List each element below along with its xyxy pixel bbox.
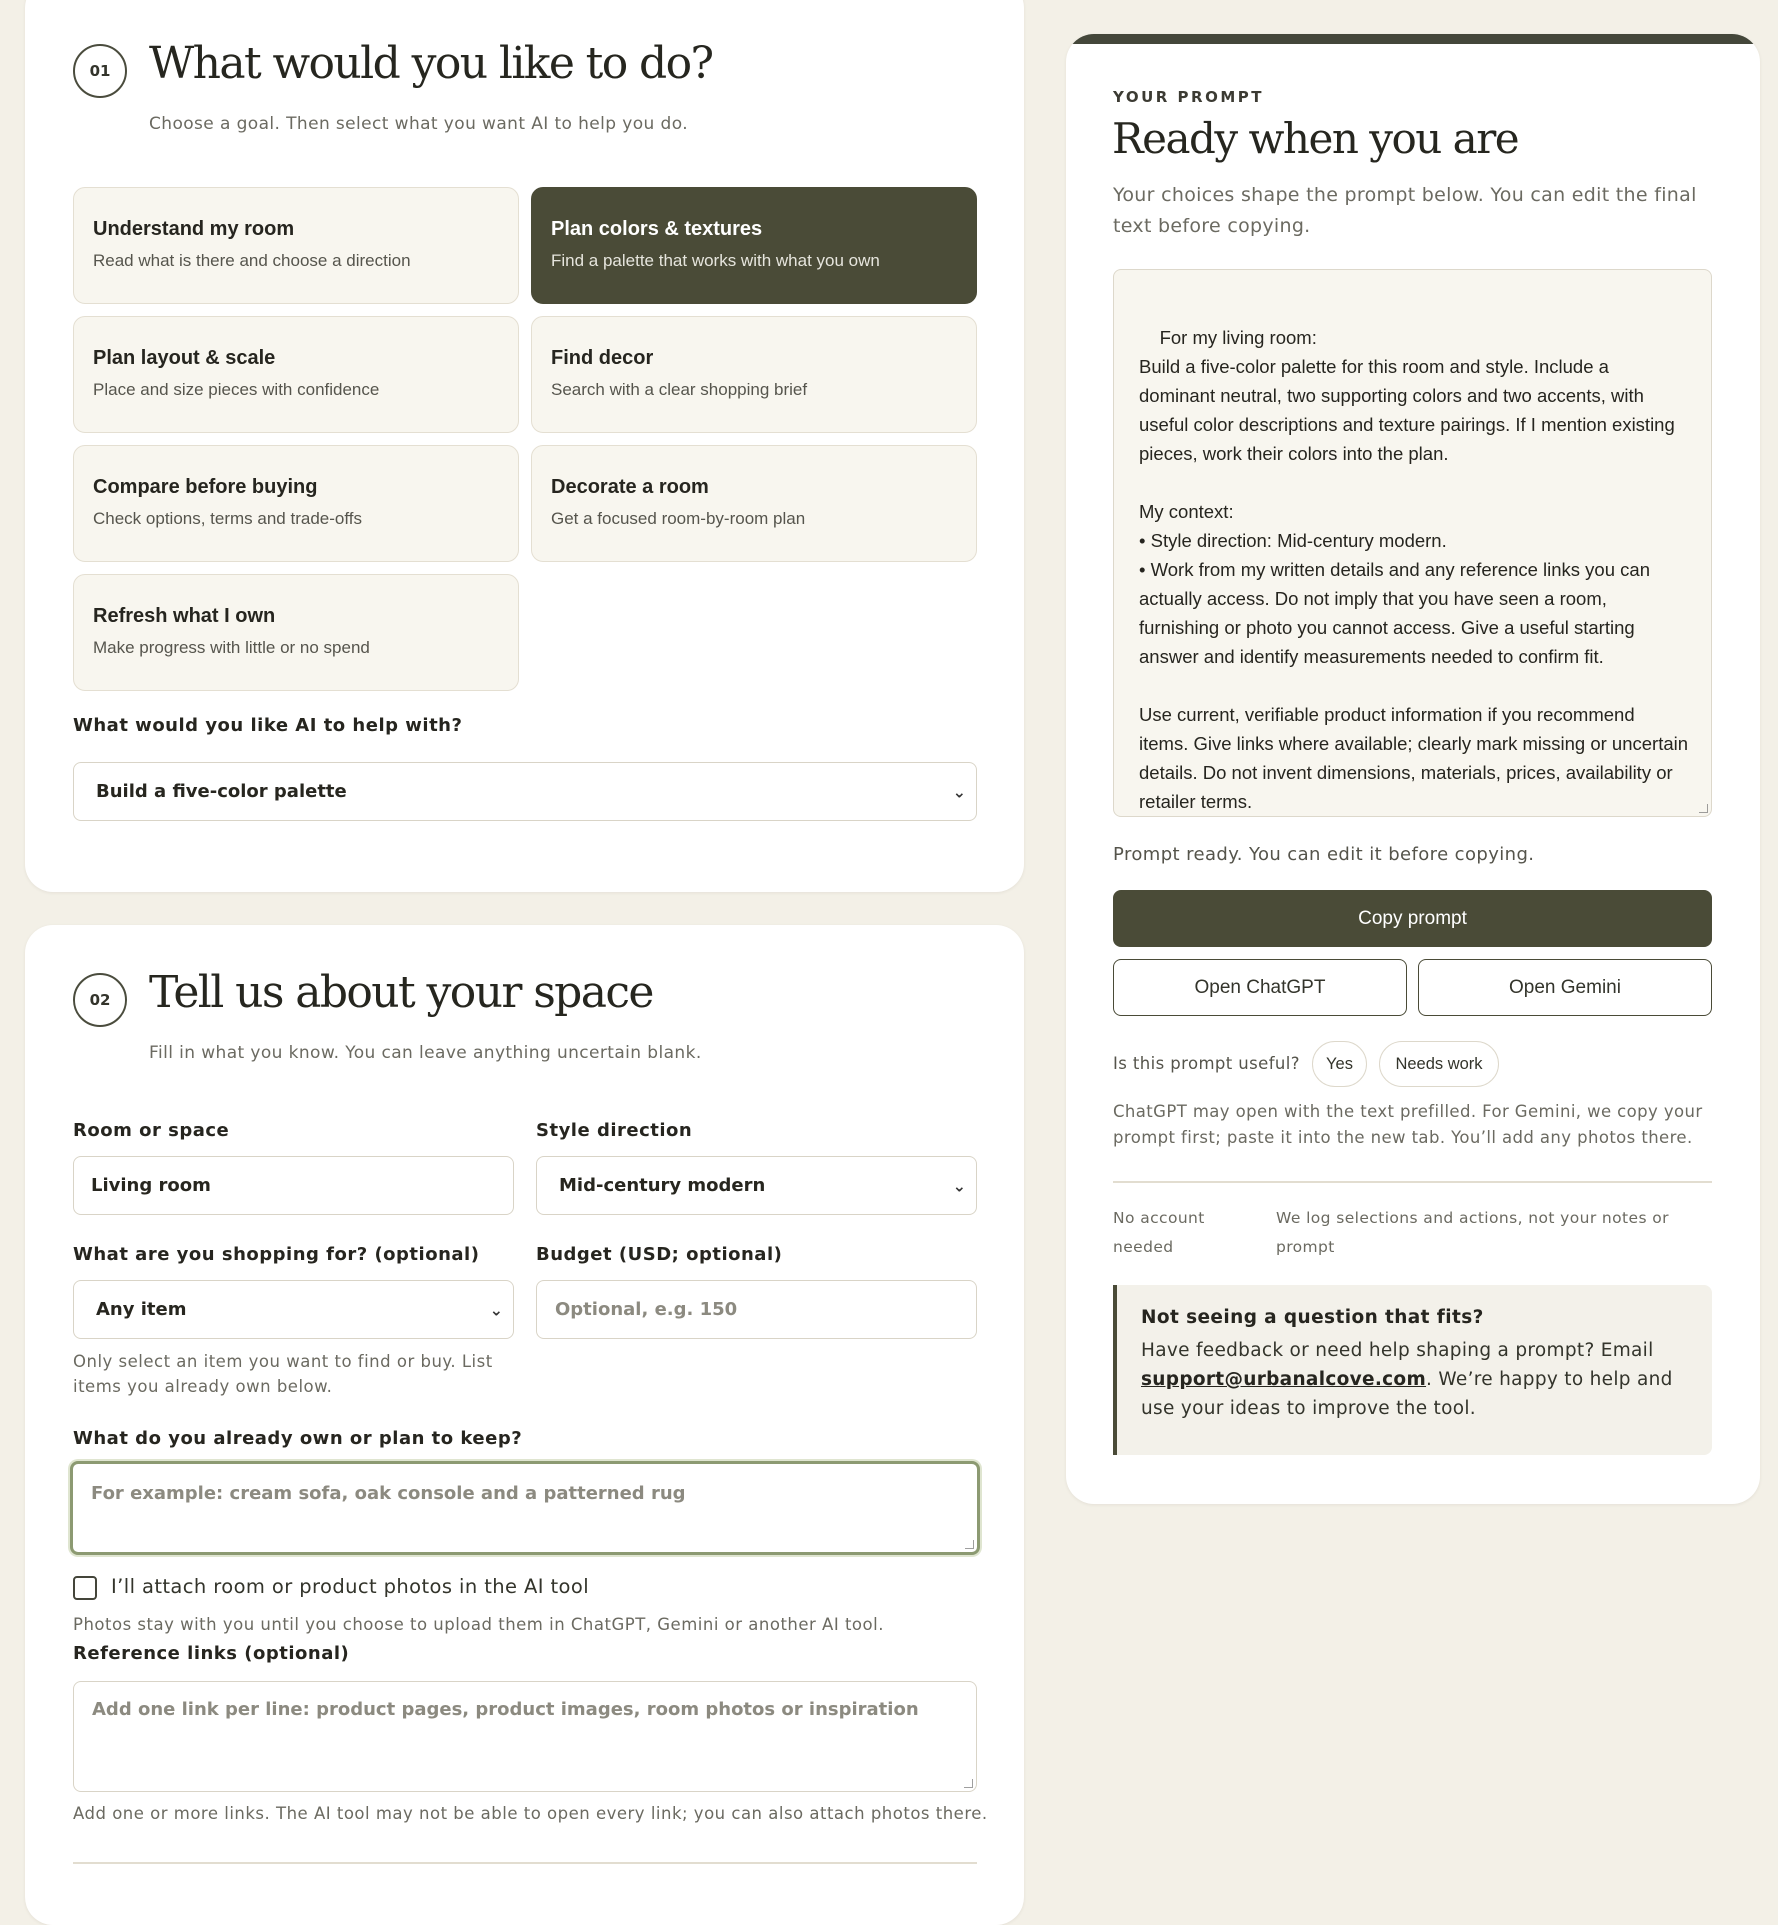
goal-description: Place and size pieces with confidence [93, 380, 380, 399]
links-placeholder: Add one link per line: product pages, product images, room photos or inspiration [92, 1699, 919, 1720]
goal-description: Find a palette that works with what you own [551, 251, 880, 270]
panel-subtitle: Your choices shape the prompt below. You can edit the final text before copying. [1113, 184, 1697, 237]
meta-logging: We log selections and actions, not your notes or prompt [1276, 1209, 1669, 1256]
room-label: Room or space [73, 1120, 230, 1141]
prompt-text: For my living room: Build a five-color palette for this room and style. Include a dominant neutral, two supporting colors and two accents, with useful color descriptions and texture pairings. If I mention existing pieces, work their colors into the plan. My context: • Style direction: Mid-century modern. • Work from my written details and any reference links you can actually access. Do not imply that you have seen a room, furnishing or photo you cannot access. Give a useful starting answer and identify measurements needed to confirm fit. Use current, verifiable product information if you recommend items. Give links where available; clearly mark missing or uncertain details. Do not invent dimensions, materials, prices, availability or retailer terms. [1139, 327, 1689, 812]
step-title: What would you like to do? [149, 38, 713, 89]
goal-title: Decorate a room [551, 476, 709, 498]
prompt-panel [1066, 34, 1760, 1504]
open-chatgpt-button[interactable]: Open ChatGPT [1113, 959, 1407, 1016]
own-placeholder: For example: cream sofa, oak console and a patterned rug [91, 1483, 686, 1504]
resize-handle[interactable] [1699, 804, 1708, 813]
help-select-label: What would you like AI to help with? [73, 715, 463, 736]
links-label: Reference links (optional) [73, 1643, 350, 1664]
goal-title: Plan layout & scale [93, 347, 276, 369]
support-email-link[interactable]: support@urbanalcove.com [1141, 1369, 1427, 1390]
goal-description: Search with a clear shopping brief [551, 380, 808, 399]
goal-option[interactable] [73, 574, 519, 691]
style-select[interactable] [536, 1156, 977, 1215]
help-callout-text: . We’re happy to help and use your ideas to improve the tool. [1141, 1369, 1673, 1419]
feedback-yes-button[interactable]: Yes [1312, 1041, 1367, 1087]
help-callout-text: Have feedback or need help shaping a prompt? Email [1141, 1340, 1654, 1361]
room-input[interactable] [73, 1156, 514, 1215]
shopping-select-value: Any item [96, 1299, 187, 1320]
goal-option[interactable] [73, 316, 519, 433]
step-subtitle: Fill in what you know. You can leave anything uncertain blank. [149, 1043, 702, 1063]
resize-handle[interactable] [964, 1779, 973, 1788]
shopping-label: What are you shopping for? (optional) [73, 1244, 480, 1265]
chevron-down-icon: ⌄ [489, 1300, 503, 1319]
photos-checkbox-label[interactable]: I’ll attach room or product photos in the AI tool [111, 1575, 590, 1598]
panel-eyebrow: YOUR PROMPT [1113, 88, 1264, 106]
help-select-value: Build a five-color palette [96, 781, 347, 802]
help-callout-title: Not seeing a question that fits? [1141, 1307, 1484, 1328]
step-title: Tell us about your space [149, 967, 653, 1018]
goal-title: Compare before buying [93, 476, 318, 498]
room-input-value: Living room [91, 1175, 211, 1196]
goal-option-selected[interactable] [531, 187, 977, 304]
prompt-textarea[interactable] [1113, 269, 1712, 817]
open-gemini-button[interactable]: Open Gemini [1418, 959, 1712, 1016]
panel-accent-bar [1066, 34, 1760, 44]
step-subtitle: Choose a goal. Then select what you want AI to help you do. [149, 114, 689, 134]
meta-account: No account needed [1113, 1209, 1205, 1256]
shopping-select[interactable] [73, 1280, 514, 1339]
chevron-down-icon: ⌄ [952, 1176, 966, 1195]
goal-option[interactable] [531, 316, 977, 433]
links-textarea[interactable] [73, 1681, 977, 1792]
goal-card [25, 0, 1024, 892]
photos-checkbox[interactable] [73, 1576, 97, 1600]
chevron-down-icon: ⌄ [952, 782, 966, 801]
open-tools-note: ChatGPT may open with the text prefilled. For Gemini, we copy your prompt first; paste it into the new tab. You’ll add any photos there. [1113, 1102, 1703, 1147]
goal-title: Find decor [551, 347, 654, 369]
step-number-badge: 01 [73, 44, 127, 98]
shopping-help-text: Only select an item you want to find or buy. List items you already own below. [73, 1352, 493, 1396]
style-select-value: Mid-century modern [559, 1175, 766, 1196]
prompt-status: Prompt ready. You can edit it before copying. [1113, 844, 1535, 865]
feedback-question: Is this prompt useful? [1113, 1054, 1300, 1073]
section-divider [73, 1862, 977, 1864]
help-callout [1113, 1285, 1712, 1455]
goal-title: Refresh what I own [93, 605, 276, 627]
resize-handle[interactable] [965, 1540, 974, 1549]
feedback-needs-work-button[interactable]: Needs work [1379, 1041, 1499, 1087]
step-number-badge: 02 [73, 973, 127, 1027]
space-card [25, 925, 1024, 1925]
goal-title: Plan colors & textures [551, 218, 763, 240]
own-label: What do you already own or plan to keep? [73, 1428, 523, 1449]
copy-prompt-button[interactable]: Copy prompt [1113, 890, 1712, 947]
links-help-text: Add one or more links. The AI tool may not be able to open every link; you can also attach photos there. [73, 1804, 988, 1823]
goal-description: Read what is there and choose a direction [93, 251, 411, 270]
goal-option[interactable] [531, 445, 977, 562]
own-textarea[interactable] [70, 1461, 980, 1555]
goal-title: Understand my room [93, 218, 295, 240]
budget-placeholder: Optional, e.g. 150 [555, 1299, 738, 1320]
photos-help-text: Photos stay with you until you choose to upload them in ChatGPT, Gemini or another AI tool. [73, 1615, 884, 1634]
help-select[interactable] [73, 762, 977, 821]
budget-label: Budget (USD; optional) [536, 1244, 783, 1265]
goal-description: Check options, terms and trade-offs [93, 509, 362, 528]
budget-input[interactable] [536, 1280, 977, 1339]
panel-title: Ready when you are [1112, 114, 1519, 163]
goal-option[interactable] [73, 445, 519, 562]
goal-option[interactable] [73, 187, 519, 304]
help-callout-body [1141, 1336, 1688, 1423]
goal-description: Make progress with little or no spend [93, 638, 370, 657]
divider [1113, 1181, 1712, 1183]
style-label: Style direction [536, 1120, 693, 1141]
goal-description: Get a focused room-by-room plan [551, 509, 806, 528]
